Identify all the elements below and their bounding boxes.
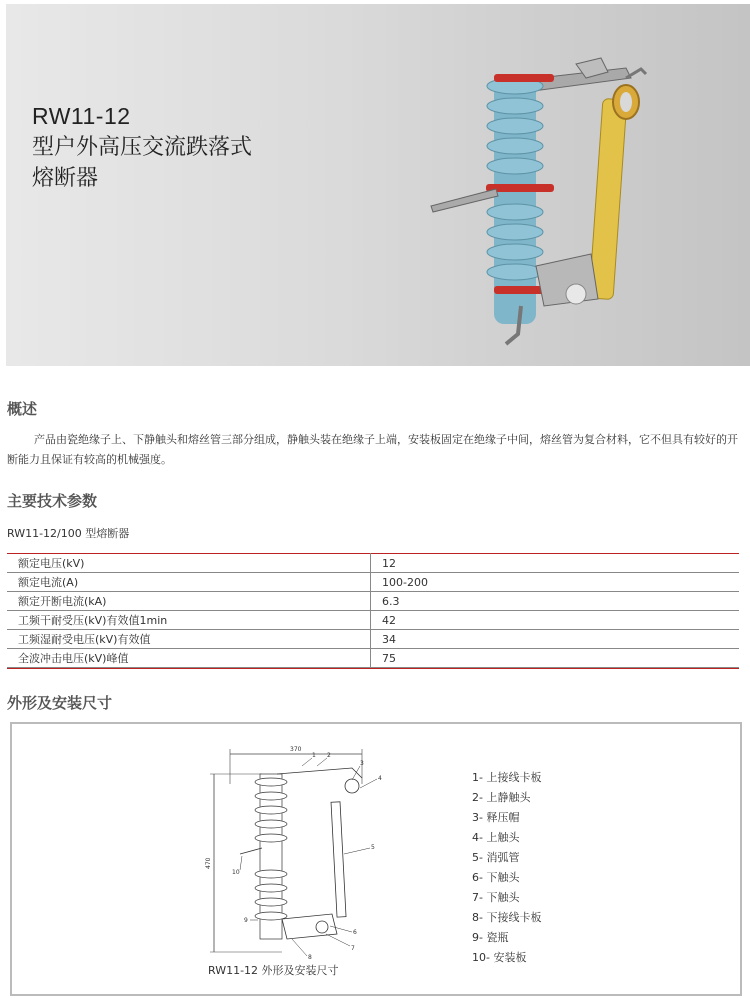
- table-row: [7, 573, 739, 592]
- list-item: 2- 上静触头: [472, 791, 531, 804]
- hero-title-model: RW11-12: [32, 103, 131, 129]
- hero-title: [32, 101, 252, 194]
- table-row: [7, 554, 739, 573]
- callout-5: 5: [371, 844, 375, 851]
- list-item: 4- 上触头: [472, 831, 520, 844]
- spec-key: 全波冲击电压(kV)峰值: [7, 649, 371, 668]
- callout-4: 4: [378, 775, 382, 782]
- fuse-cutout-product-image: [426, 44, 666, 364]
- spec-key: 额定电压(kV): [7, 554, 371, 573]
- list-item: 5- 消弧管: [472, 851, 520, 864]
- callout-7: 7: [351, 945, 355, 952]
- list-item: 8- 下接线卡板: [472, 911, 542, 924]
- table-row: [7, 592, 739, 611]
- spec-value: 6.3: [371, 592, 740, 611]
- parts-legend: [472, 768, 541, 968]
- callout-8: 8: [308, 954, 312, 961]
- list-item: 10- 安装板: [472, 951, 527, 964]
- spec-value: 34: [371, 630, 740, 649]
- overview-heading: 概述: [7, 400, 38, 418]
- specs-model: RW11-12/100 型熔断器: [7, 527, 130, 540]
- hero-title-line3: 熔断器: [32, 166, 99, 191]
- callout-6: 6: [353, 929, 357, 936]
- spec-value: 75: [371, 649, 740, 668]
- table-row: [7, 630, 739, 649]
- list-item: 3- 释压帽: [472, 811, 520, 824]
- callout-3: 3: [360, 760, 364, 767]
- dim-height-label: 470: [205, 857, 212, 869]
- hero-banner: [6, 4, 750, 366]
- drawing-caption: RW11-12 外形及安装尺寸: [208, 964, 339, 977]
- spec-key: 额定开断电流(kA): [7, 592, 371, 611]
- dim-width-label: 370: [290, 746, 302, 753]
- dimension-drawing-panel: [10, 722, 742, 996]
- hero-title-line2: 型户外高压交流跌落式: [32, 135, 253, 160]
- list-item: 6- 下触头: [472, 871, 520, 884]
- spec-value: 12: [371, 554, 740, 573]
- callout-9: 9: [244, 917, 248, 924]
- list-item: 7- 下触头: [472, 891, 520, 904]
- spec-table: [7, 553, 739, 668]
- spec-key: 工频干耐受压(kV)有效值1min: [7, 611, 371, 630]
- spec-value: 100-200: [371, 573, 740, 592]
- table-bottom-rule: [7, 668, 739, 669]
- overview-text: 产品由瓷绝缘子上、下静触头和熔丝管三部分组成，静触头装在绝缘子上端，安装板固定在绝缘子中间，熔丝管为复合材料，它不但具有较好的开断能力且保证有较高的机械强度。: [7, 433, 738, 466]
- list-item: 9- 瓷瓶: [472, 931, 509, 944]
- callout-10: 10: [232, 869, 240, 876]
- spec-key: 额定电流(A): [7, 573, 371, 592]
- callout-2: 2: [327, 752, 331, 759]
- list-item: 1- 上接线卡板: [472, 771, 542, 784]
- dimensions-heading: 外形及安装尺寸: [7, 694, 113, 712]
- table-row: [7, 649, 739, 668]
- specs-heading: 主要技术参数: [7, 492, 98, 510]
- table-row: [7, 611, 739, 630]
- callout-1: 1: [312, 752, 316, 759]
- spec-value: 42: [371, 611, 740, 630]
- dimension-drawing: [202, 744, 402, 974]
- spec-key: 工频湿耐受电压(kV)有效值: [7, 630, 371, 649]
